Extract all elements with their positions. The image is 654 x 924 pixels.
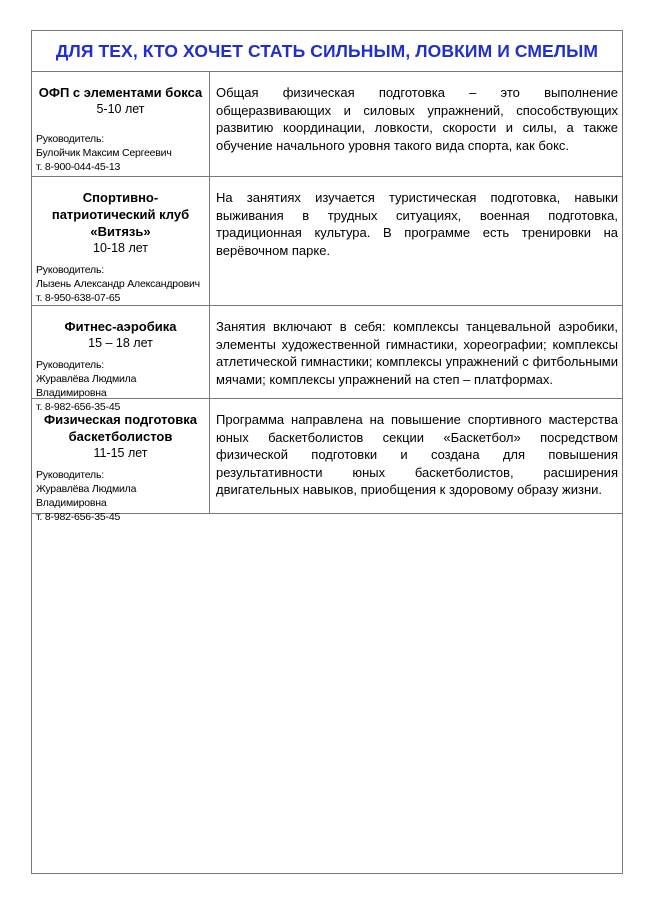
program-info xyxy=(32,399,210,523)
program-row xyxy=(32,177,622,306)
leader-label: Руководитель: xyxy=(36,133,104,145)
program-name-line: Спортивно- xyxy=(82,190,159,205)
program-name: ОФП с элементами бокса xyxy=(38,85,203,100)
leader-phone: т. 8-982-656-35-45 xyxy=(36,401,121,413)
program-description: На занятиях изучается туристическая подготовка, навыки выживания в трудных ситуациях, военная подготовка, традиционная культура. В программе есть тренировки на верёвочном парке. xyxy=(216,190,618,258)
program-row xyxy=(32,306,622,413)
leader-contact xyxy=(36,263,205,305)
leader-phone: т. 8-900-044-45-13 xyxy=(36,161,121,173)
program-row xyxy=(32,399,622,523)
document-frame xyxy=(31,30,623,874)
program-description-cell xyxy=(210,399,622,513)
program-name-line: баскетболистов xyxy=(68,429,173,444)
program-description-cell xyxy=(210,306,622,398)
program-name: Фитнес-аэробика xyxy=(64,319,177,334)
program-name-line: Физическая подготовка xyxy=(44,412,197,427)
program-age: 5-10 лет xyxy=(96,102,145,116)
leader-name: Журавлёва Людмила Владимировна xyxy=(36,483,137,509)
leader-label: Руководитель: xyxy=(36,359,104,371)
program-description-cell xyxy=(210,72,622,176)
leader-name: Журавлёва Людмила Владимировна xyxy=(36,373,137,399)
program-info xyxy=(32,72,210,176)
program-row xyxy=(32,72,622,177)
program-description: Занятия включают в себя: комплексы танцевальной аэробики, элементы художественной гимнастики, хореографии; комплексы атлетической гимнастики; комплексы упражнений с фитбольными мячами; комплексы упражнений на степ – платформах. xyxy=(216,319,618,387)
leader-name: Лызень Александр Александрович xyxy=(36,278,200,290)
program-name-line: патриотический клуб xyxy=(51,207,190,222)
program-info xyxy=(32,177,210,305)
program-age: 11-15 лет xyxy=(93,446,148,460)
program-info xyxy=(32,306,210,413)
leader-name: Булойчик Максим Сергеевич xyxy=(36,147,172,159)
program-age: 10-18 лет xyxy=(93,241,148,255)
program-description-cell xyxy=(210,177,622,305)
leader-phone: т. 8-982-656-35-45 xyxy=(36,511,121,523)
leader-contact xyxy=(36,468,205,524)
program-age: 15 – 18 лет xyxy=(88,336,153,350)
header xyxy=(32,31,622,72)
leader-contact xyxy=(36,132,205,174)
leader-label: Руководитель: xyxy=(36,469,104,481)
program-description: Общая физическая подготовка – это выполнение общеразвивающих и силовых упражнений, способствующих развитию координации, ловкости, скорости и силы, а также обучение начального уровня такого вида спорта, как бокс. xyxy=(216,85,618,153)
leader-phone: т. 8-950-638-07-65 xyxy=(36,292,121,304)
leader-label: Руководитель: xyxy=(36,264,104,276)
program-name-line: «Витязь» xyxy=(90,224,151,239)
program-description: Программа направлена на повышение спортивного мастерства юных баскетболистов секции «Баскетбол» посредством физической подготовки и создана для повышения результативности юных баскетболистов, расширения двигательных навыков, приобщения к здоровому образу жизни. xyxy=(216,412,618,497)
page-title: ДЛЯ ТЕХ, КТО ХОЧЕТ СТАТЬ СИЛЬНЫМ, ЛОВКИМ И СМЕЛЫМ xyxy=(55,40,599,61)
